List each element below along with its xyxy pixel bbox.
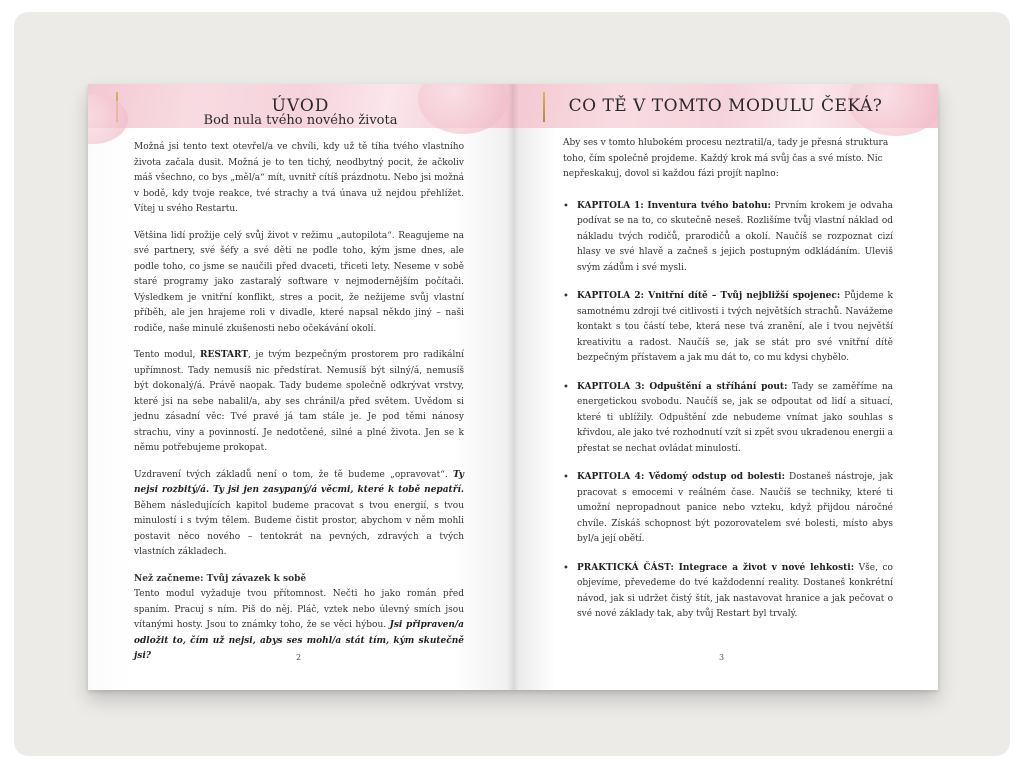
- paragraph: Tento modul, RESTART, je tvým bezpečným prostorem pro radikální upřímnost. Tady nemusíš nic předstírat. Nemusíš být silný/á, nemusíš být dokonalý/á. Právě naopak. Tady budeme společně odkrývat vrstvy, které jsi na sebe nabalil/a, aby ses chránil/a před světem. Uvědom si jednu zásadní věc: Tvé pravé já tam stále je. Je pod těmi nánosy strachu, viny a povinností. Je nedotčené, silné a plné života. Jen se k němu potřebujeme prokopat.: [134, 350, 465, 453]
- page-subtitle: Bod nula tvého nového života: [203, 113, 398, 128]
- paragraph: Aby ses v tomto hlubokém procesu neztratil/a, tady je přesná struktura toho, čím společně projdeme. Každý krok má svůj čas a své místo. Nic nepřeskakuj, dovol si každou fázi projít naplno:: [563, 138, 889, 179]
- page-title: CO TĚ V TOMTO MODULU ČEKÁ?: [568, 96, 883, 116]
- bullet-icon: •: [563, 200, 569, 212]
- bullet-icon: •: [563, 562, 569, 574]
- right-body-text: [563, 136, 893, 636]
- section-heading: Než začneme: Tvůj závazek k sobě: [134, 573, 307, 584]
- list-item: • PRAKTICKÁ ČÁST: Integrace a život v nové lehkosti: Vše, co objevíme, převedeme do tvé každodenní reality. Dostaneš konkrétní návod, jak si udržet čistý štít, jak nastavovat hranice a jak pečovat o své nové základy tak, aby tvůj Restart byl trvalý.: [563, 562, 893, 619]
- paragraph: Většina lidí prožije celý svůj život v režimu „autopilota“. Reagujeme na své partnery, své šéfy a své děti ne podle toho, kým jsme dnes, ale podle toho, co jsme se naučili před dvaceti, třiceti lety. Neseme v sobě staré programy jako zastaralý software v nejmodernějším počítači. Výsledkem je vnitřní konflikt, stres a pocit, že nežijeme svůj vlastní příběh, ale jen hrajeme roli v divadle, které napsal někdo jiný – naši rodiče, naše minulé zkušenosti nebo očekávání okolí.: [134, 230, 464, 334]
- bullet-icon: •: [563, 472, 569, 483]
- left-page: [88, 84, 513, 690]
- paragraph: Uzdravení tvých základů není o tom, že tě budeme „opravovat“. Ty nejsi rozbitý/á. Ty jsi jen zasypaný/á věcmi, které k tobě nepatří. Během následujících kapitol budeme pracovat s tvou energií, s tvou minulostí i s tvým tělem. Budeme čistit prostor, abychom v něm mohli postavit něco nového – tentokrát na pevných, zdravých a tvých vlastních základech.: [134, 469, 464, 557]
- right-page: [513, 84, 938, 690]
- left-body-text: [134, 140, 464, 676]
- list-item: • KAPITOLA 4: Vědomý odstup od bolesti: Dostaneš nástroje, jak pracovat s emocemi v reálném čase. Naučíš se techniky, které ti umožní nepropadnout panice nebo vzteku, když přijdou náročné chvíle. Získáš schopnost být pozorovatelem své bolesti, místo abys byl/a její obětí.: [563, 472, 894, 544]
- bullet-icon: •: [563, 291, 569, 302]
- list-item: • KAPITOLA 2: Vnitřní dítě – Tvůj nejbližší spojenec: Půjdeme k samotnému zdroji tvé citlivosti i tvých největších strachů. Navážeme kontakt s tou částí tebe, která nese tvá zranění, ale i tvou největší kreativitu a radost. Naučíš se, jak se stát pro své vnitřní dítě bezpečným přístavem a jak mu dát to, co mu kdysi chybělo.: [563, 291, 893, 363]
- paragraph: Tento modul vyžaduje tvou přítomnost. Nečti ho jako román před spaním. Pracuj s ním. Piš do něj. Pláč, vztek nebo úlevný smích jsou vítanými hosty. Jsou to známky toho, že se věci hýbou. Jsi připraven/a odložit to, čím už nejsi, abys ses mohl/a stát tím, kým skutečně jsi?: [134, 589, 464, 661]
- page-title: ÚVOD: [271, 96, 330, 116]
- page-number: 3: [719, 653, 725, 662]
- page-number: 2: [296, 653, 302, 662]
- chapter-list: [563, 199, 893, 623]
- book-spread: [88, 84, 938, 690]
- bullet-icon: •: [563, 381, 569, 393]
- list-item: • KAPITOLA 1: Inventura tvého batohu: Prvním krokem je odvaha podívat se na to, co skutečně neseš. Rozlišíme tvůj vlastní náklad od nákladu tvých rodičů, prarodičů a okolí. Naučíš se rozpoznat cizí hlasy ve své hlavě a začneš s jejich postupným odkládáním. Uleviš svým zádům i své mysli.: [563, 200, 893, 273]
- list-item: • KAPITOLA 3: Odpuštění a stříhání pout: Tady se zaměříme na energetickou svobodu. Naučíš se, jak se odpoutat od lidí a situací, které ti ublížily. Odpuštění zde nebudeme vnímat jako souhlas s křivdou, ale jako tvé rozhodnutí vzít si zpět svou ukradenou energii a přestat se nechat ovládat minulostí.: [563, 381, 894, 454]
- paragraph: Možná jsi tento text otevřel/a ve chvíli, kdy už tě tíha tvého vlastního života začala dusit. Možná je to ten tichý, neodbytný pocit, že ačkoliv máš všechno, co bys „měl/a“ mít, uvnitř cítíš prázdnotu. Nebo jsi možná v bodě, kdy tvoje reakce, tvé strachy a tvá únava už nejdou přehlížet. Vítej u svého Restartu.: [134, 142, 464, 214]
- book-gutter: [507, 84, 519, 690]
